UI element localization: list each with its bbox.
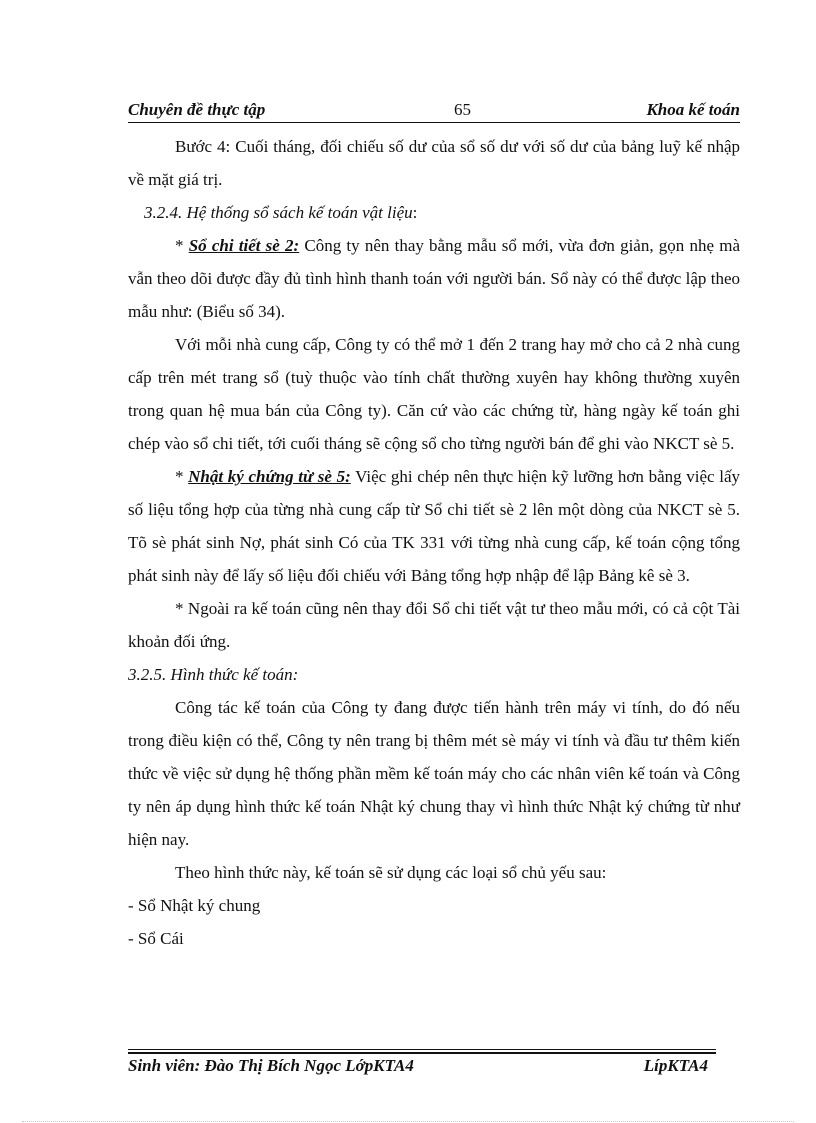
header-divider bbox=[128, 122, 740, 123]
paragraph-journal-voucher-5 bbox=[128, 460, 740, 592]
term-journal-voucher-5: Nhật ký chứng từ sè 5: bbox=[188, 467, 351, 486]
page-number: 65 bbox=[454, 100, 471, 119]
paragraph-step-4: Bước 4: Cuối tháng, đối chiếu số dư của sổ số dư với số dư của bảng luỹ kế nhập về mặt giá trị. bbox=[128, 137, 740, 189]
paragraph-ledger-types: Theo hình thức này, kế toán sẽ sử dụng các loại sổ chủ yếu sau: bbox=[175, 863, 607, 882]
paragraph-suppliers: Với mỗi nhà cung cấp, Công ty có thể mở 1 đến 2 trang hay mở cho cả 2 nhà cung cấp trên mét trang sổ (tuỳ thuộc vào tính chất thường xuyên hay không thường xuyên trong quan hệ mua bán của Công ty). Căn cứ vào các chứng từ, hàng ngày kế toán ghi chép vào sổ chi tiết, tới cuối tháng sẽ cộng sổ cho từng người bán để ghi vào NKCT sè 5. bbox=[128, 335, 740, 453]
section-heading-3-2-5: 3.2.5. Hình thức kế toán: bbox=[128, 665, 299, 684]
paragraph-text: Công ty nên thay bằng mẫu sổ mới, vừa đơn giản, gọn nhẹ mà vẫn theo dõi được đầy đủ tình hình thanh toán với người bán. Sổ này có thể được lập theo mẫu như: (Biểu số 34). bbox=[128, 236, 741, 321]
page-footer bbox=[128, 1056, 708, 1078]
document-body bbox=[128, 130, 740, 955]
list-item: - Sổ Cái bbox=[128, 929, 184, 948]
footer-divider-thin bbox=[128, 1049, 716, 1050]
footer-class: LípKTA4 bbox=[643, 1056, 708, 1075]
page-edge-divider bbox=[22, 1121, 794, 1122]
section-heading-3-2-4 bbox=[128, 196, 740, 229]
term-detail-ledger-2: Sổ chi tiết sè 2: bbox=[188, 236, 300, 255]
list-item: - Sổ Nhật ký chung bbox=[128, 896, 261, 915]
section-colon: : bbox=[412, 203, 418, 222]
header-title: Chuyên đề thực tập bbox=[128, 100, 266, 119]
header-department: Khoa kế toán bbox=[646, 100, 740, 119]
paragraph-text: Việc ghi chép nên thực hiện kỹ lưỡng hơn bằng việc lấy số liệu tổng hợp của từng nhà cung cấp từ Sổ chi tiết sè 2 lên một dòng của NKCT sè 5. Tõ sè phát sinh Nợ, phát sinh Có của TK 331 với từng nhà cung cấp, kế toán cộng tổng phát sinh này để lấy số liệu đối chiếu với Bảng tổng hợp nhập để lập Bảng kê sè 3. bbox=[128, 467, 741, 585]
footer-divider-thick bbox=[128, 1052, 716, 1054]
page-header bbox=[128, 100, 740, 122]
paragraph-material-ledger: * Ngoài ra kế toán cũng nên thay đổi Sổ chi tiết vật tư theo mẫu mới, có cả cột Tài khoản đối ứng. bbox=[128, 599, 740, 651]
bullet-star: * bbox=[175, 467, 189, 486]
footer-student: Sinh viên: Đào Thị Bích Ngọc LớpKTA4 bbox=[128, 1056, 414, 1075]
bullet-star: * bbox=[175, 236, 189, 255]
paragraph-accounting-form: Công tác kế toán của Công ty đang được tiến hành trên máy vi tính, do đó nếu trong điều kiện có thể, Công ty nên trang bị thêm mét sè máy vi tính và đầu tư thêm kiến thức về việc sử dụng hệ thống phần mềm kế toán máy cho các nhân viên kế toán và Công ty nên áp dụng hình thức kế toán Nhật ký chung thay vì hình thức Nhật ký chứng từ như hiện nay. bbox=[128, 698, 740, 849]
paragraph-detail-ledger-2 bbox=[128, 229, 740, 328]
section-title: 3.2.4. Hệ thống sổ sách kế toán vật liệu bbox=[144, 203, 413, 222]
